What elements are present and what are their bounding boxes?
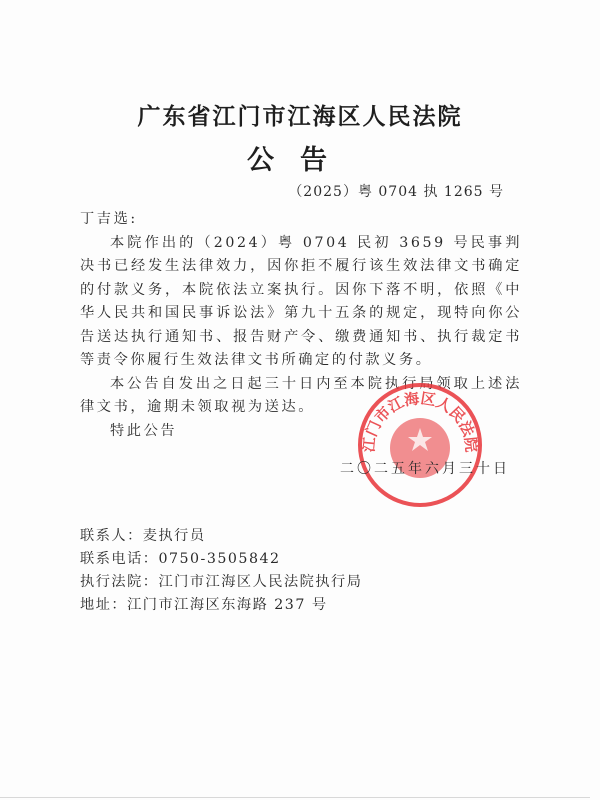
case-number: （2025）粤 0704 执 1265 号 (288, 184, 504, 200)
document-title: 公告 (247, 145, 353, 176)
svg-text:江门市江海区人民法院: 江门市江海区人民法院 (359, 389, 481, 454)
page-edge (0, 797, 590, 798)
court-name: 广东省江门市江海区人民法院 (137, 103, 463, 130)
contact-person: 联系人：麦执行员 (80, 528, 206, 544)
court-address: 地址：江门市江海区东海路 237 号 (80, 597, 328, 613)
paragraph-closing: 特此公告 (110, 422, 178, 439)
paragraph-main: 本院作出的（2024）粤 0704 民初 3659 号民事判决书已经发生法律效力，因你拒不履行该生效法律文书确定的付款义务，本院依法立案执行。因你下落不明，依照《中华人民共和国民事诉讼法》第九十五条的规定，现特向你公告送达执行通知书、报告财产令、缴费通知书、执行裁定书等责令你履行生效法律文书所确定的付款义务。 (80, 234, 522, 368)
contact-info (80, 525, 362, 617)
court-seal (355, 380, 485, 510)
issue-date: 二〇二五年六月三十日 (340, 461, 510, 477)
contact-phone: 联系电话：0750-3505842 (80, 551, 281, 567)
paragraph-deadline: 本公告自发出之日起三十日内至本院执行局领取上述法律文书，逾期未领取视为送达。 (80, 375, 522, 415)
executing-court: 执行法院：江门市江海区人民法院执行局 (80, 574, 363, 590)
addressee: 丁吉选: (80, 211, 138, 227)
